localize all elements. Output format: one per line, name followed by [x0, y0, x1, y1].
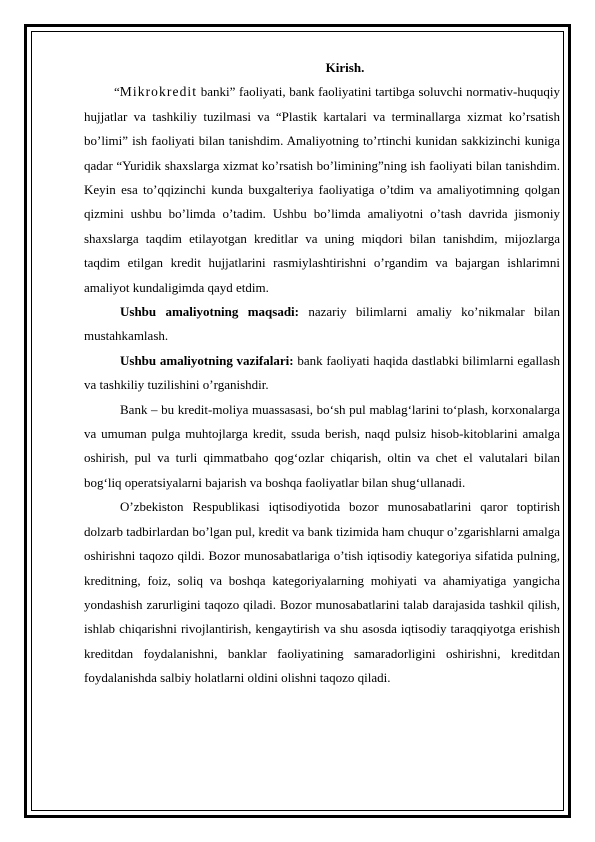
- document-body: [84, 56, 560, 691]
- open-quote: “: [114, 84, 120, 100]
- goal-label: Ushbu amaliyotning maqsadi:: [120, 304, 300, 320]
- paragraph-goal: [84, 300, 560, 349]
- paragraph-bank-definition: Bank – bu kredit-moliya muassasasi, bo‘sh pul mablag‘larini to‘plash, korxonalarga va umuman pulga muhtojlarga kredit, ssuda berish, naqd pulsiz hisob-kitoblarini amalga oshirish, pul va turli qimmatbaho qog‘ozlar chiqarish, oltin va chet el valutalari bilan bog‘liq operatsiyalarni bajarish va boshqa faoliyatlar bilan shug‘ullanadi.: [84, 401, 560, 490]
- paragraph-uzbekistan: O’zbekiston Respublikasi iqtisodiyotida bozor munosabatlarini qaror toptirish dolzarb tadbirlardan bo’lgan pul, kredit va bank tizimida ham chuqur o’zgarishlarni amalga oshirishni taqozo qildi. Bozor munosabatlariga o’tish iqtisodiy kategoriya sifatida pulning, kreditning, foiz, soliq va boshqa kategoriyalarning mohiyati va ahamiyatiga yangicha yondashish zarurligini taqozo qiladi. Bozor munosabatlarini talab darajasida tashkil qilish, ishlab chiqarishni rivojlantirish, kengaytirish va shu asosda iqtisodiy taraqqiyotga erishish kreditdan foydalanishni, banklar faoliyatining samaradorligini oshirishni, kreditdan foydalanishda salbiy holatlarni oldini olishni taqozo qiladi.: [84, 499, 560, 686]
- paragraph-intro: [84, 80, 560, 300]
- bank-name: Mikrokredit: [119, 84, 198, 100]
- page-title: Kirish.: [325, 60, 365, 75]
- paragraph-intro-text: banki” faoliyati, bank faoliyatini tartibga soluvchi normativ-huquqiy hujjatlar va tashkiliy tuzilmasi va “Plastik kartalari va terminallarga xizmat ko’rsatish bo’limi” ish faoliyati bilan tanishdim. Amaliyotning to’rtinchi kunidan sakkizinchi kuniga qadar “Yuridik shaxslarga xizmat ko’rsatish bo’limining”ning ish faoliyati bilan tanishdim. Keyin esa to’qqizinchi kunda buxgalteriya faoliyatiga o’tdim va amaliyotimning qolgan qizmini ushbu bo’limda o’tadim. Ushbu bo’limda amaliyotni o’tash davrida jismoniy shaxslarga taqdim etilayotgan kreditlar va uning miqdori bilan tanishdim, mijozlarga taqdim etilgan kredit hujjatlarini rasmiylashtirishni o’rgandim va bajargan ishlarimni amaliyot kundaligimda qayd etdim.: [84, 84, 560, 295]
- paragraph-tasks: [84, 349, 560, 398]
- tasks-label: Ushbu amaliyotning vazifalari:: [120, 352, 294, 368]
- tasks-text: bank faoliyati haqida dastlabki bilimlarni egallash va tashkiliy tuzilishini o’rganishdir.: [84, 352, 561, 393]
- goal-text: nazariy bilimlarni amaliy ko’nikmalar bilan mustahkamlash.: [84, 304, 560, 344]
